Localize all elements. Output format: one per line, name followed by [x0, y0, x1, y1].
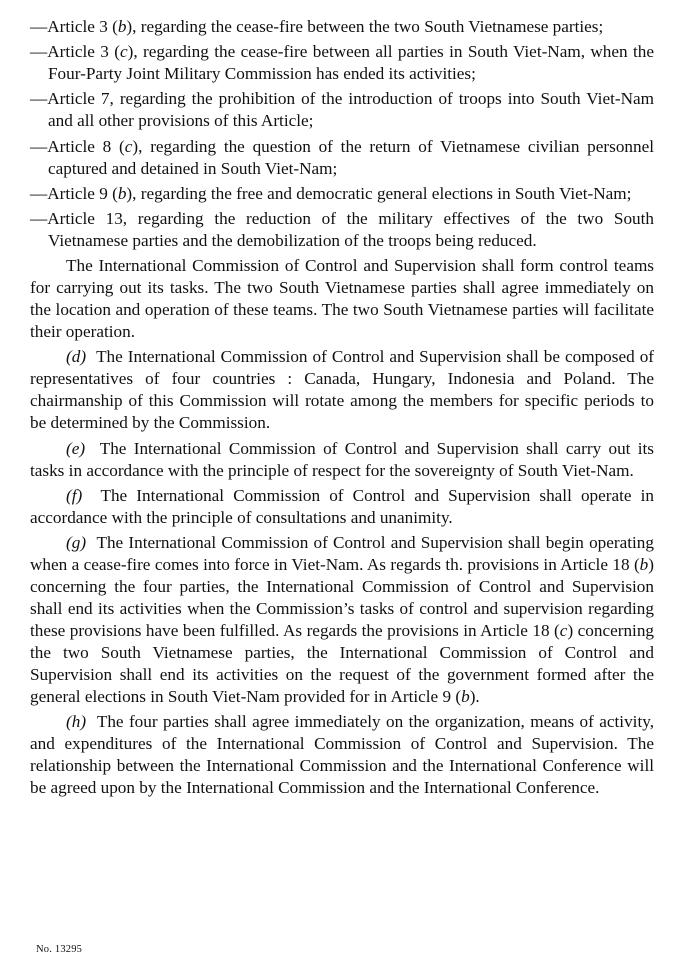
list-item-article-3c	[30, 41, 654, 85]
document-number: No. 13295	[36, 944, 83, 955]
document-page	[30, 16, 654, 802]
paragraph-label: (f)	[66, 485, 83, 505]
item-rest: ), regarding the cease-fire between the two South Vietnamese parties;	[126, 17, 604, 36]
item-lead: Article 8 (	[47, 136, 125, 156]
dash: —	[30, 183, 48, 203]
item-letter: b	[117, 183, 127, 203]
list-item-article-3b	[30, 16, 654, 38]
paragraph-label: (d)	[66, 347, 87, 367]
paragraph-d	[30, 346, 654, 434]
paragraph-text: ) concerning the four parties, the International Commission of Control and Supervision shall end its activities when the Commission’s tasks of control and supervision regarding these provisions have been fulfilled. As regards the provisions in Article 18 (	[30, 554, 654, 640]
item-lead: Article 3 (	[47, 42, 120, 62]
article-ref: c	[559, 620, 568, 640]
article-ref: b	[639, 554, 649, 574]
list-item-article-8c	[30, 136, 654, 180]
item-lead: Article 9 (	[47, 183, 118, 203]
paragraph-label: (e)	[66, 438, 86, 458]
paragraph-label: (g)	[66, 532, 87, 552]
list-item-article-13	[30, 208, 654, 252]
paragraph-h	[30, 711, 654, 799]
paragraph-text: The International Commission of Control and Supervision shall operate in accordance with the principle of consultations and unanimity.	[30, 485, 655, 527]
item-letter: c	[124, 136, 133, 156]
dash: —	[30, 208, 48, 228]
dash: —	[30, 136, 48, 156]
paragraph-g	[30, 532, 654, 708]
item-rest: ), regarding the cease-fire between all parties in South Viet-Nam, when the Four-Party Joint Military Commission has ended its activities;	[48, 42, 654, 84]
paragraph-text: ).	[469, 686, 480, 706]
paragraph-label: (h)	[66, 712, 87, 732]
article-ref: b	[461, 686, 470, 706]
paragraph-text: The International Commission of Control and Supervision shall begin operating when a cease-fire comes into force in Viet-Nam. As regards th. provisions in Article 18 (	[30, 532, 654, 574]
item-letter: c	[119, 42, 128, 62]
item-lead: Article 7, regarding the prohibition of the introduction of troops into South Viet-Nam and all other provisions of this Article;	[47, 89, 654, 131]
paragraph-text: The International Commission of Control and Supervision shall be composed of representatives of four countries : Canada, Hungary, Indonesia and Poland. The chairmanship of this Commission will rotate among the members for specific periods to be determined by the Commission.	[30, 347, 655, 433]
dash: —	[30, 17, 48, 36]
paragraph-e	[30, 438, 654, 482]
item-rest: ), regarding the question of the return of Vietnamese civilian personnel captured and detained in South Viet-Nam;	[48, 136, 654, 178]
list-item-article-9b	[30, 183, 654, 205]
item-lead: Article 13, regarding the reduction of the military effectives of the two South Vietnamese parties and the demobilization of the troops being reduced.	[47, 208, 654, 250]
item-rest: ), regarding the free and democratic general elections in South Viet-Nam;	[126, 183, 632, 203]
list-item-article-7	[30, 88, 654, 132]
paragraph-f	[30, 485, 654, 529]
item-lead: Article 3 (	[47, 17, 118, 36]
paragraph-control-teams: The International Commission of Control and Supervision shall form control teams for carrying out its tasks. The two South Vietnamese parties shall agree immediately on the location and operation of these teams. The two South Vietnamese parties will facilitate their operation.	[30, 256, 654, 342]
item-letter: b	[117, 17, 127, 36]
paragraph-text: The four parties shall agree immediately on the organization, means of activity, and expenditures of the International Commission of Control and Supervision. The relationship between the International Commission and the International Conference will be agreed upon by the International Commission and the International Conference.	[30, 712, 654, 798]
dash: —	[30, 89, 48, 109]
paragraph-text: ) concerning the two South Vietnamese parties, the International Commission of Control and Supervision shall end its activities on the request of the government formed after the general elections in South Viet-Nam provided for in Article 9 (	[30, 620, 655, 706]
paragraph-text: The International Commission of Control and Supervision shall carry out its tasks in accordance with the principle of respect for the sovereignty of South Viet-Nam.	[30, 438, 654, 480]
dash: —	[30, 42, 48, 62]
